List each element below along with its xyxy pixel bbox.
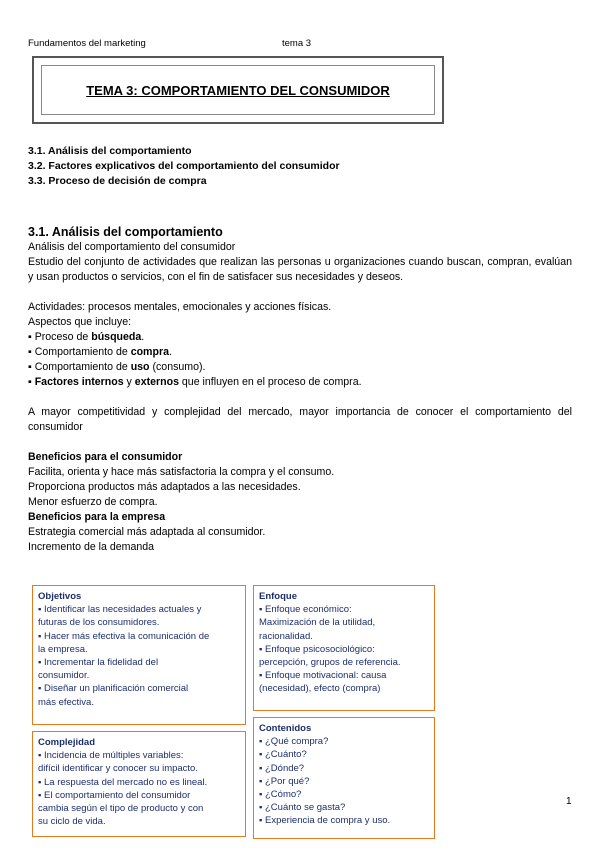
box-line: ▪ El comportamiento del consumidor bbox=[38, 789, 191, 801]
box-line: racionalidad. bbox=[259, 630, 313, 642]
box-line: la empresa. bbox=[38, 643, 88, 655]
page-title: TEMA 3: COMPORTAMIENTO DEL CONSUMIDOR bbox=[86, 82, 390, 98]
enfoque-box bbox=[253, 585, 435, 711]
box-line: futuras de los consumidores. bbox=[38, 617, 160, 629]
box-line: difícil identificar y conocer su impacto. bbox=[38, 763, 198, 775]
table-of-contents bbox=[28, 144, 340, 189]
box-line: ▪ Identificar las necesidades actuales y bbox=[38, 604, 202, 616]
box-line: ▪ ¿Qué compra? bbox=[259, 736, 329, 748]
section-body bbox=[28, 225, 572, 555]
box-line: (necesidad), efecto (compra) bbox=[259, 683, 381, 695]
box-line: ▪ Incrementar la fidelidad del bbox=[38, 657, 159, 669]
box-line: su ciclo de vida. bbox=[38, 816, 106, 828]
aspect-item: ▪ Comportamiento de uso (consumo). bbox=[28, 361, 206, 373]
box-line: cambia según el tipo de producto y con bbox=[38, 803, 204, 815]
benefit-line: Estrategia comercial más adaptada al consumidor. bbox=[28, 526, 266, 538]
toc-item: 3.3. Proceso de decisión de compra bbox=[28, 175, 207, 187]
box-line: ▪ Diseñar un planificación comercial bbox=[38, 683, 189, 695]
box-line: ▪ ¿Dónde? bbox=[259, 762, 305, 774]
box-line: ▪ ¿Cuánto se gasta? bbox=[259, 802, 346, 814]
box-line: ▪ Enfoque psicosociológico: bbox=[259, 643, 375, 655]
box-line: ▪ Enfoque económico: bbox=[259, 604, 352, 616]
objetivos-box bbox=[32, 585, 246, 725]
page-number: 1 bbox=[566, 796, 572, 807]
section-subheading: Análisis del comportamiento del consumidor bbox=[28, 241, 236, 253]
box-line: ▪ Hacer más efectiva la comunicación de bbox=[38, 630, 210, 642]
title-inner-frame bbox=[41, 65, 435, 115]
aspect-item: ▪ Comportamiento de compra. bbox=[28, 346, 172, 358]
box-line: percepción, grupos de referencia. bbox=[259, 657, 401, 669]
box-line: ▪ ¿Cuánto? bbox=[259, 749, 307, 761]
box-title: Objetivos bbox=[38, 591, 82, 602]
benefits-company-title: Beneficios para la empresa bbox=[28, 511, 166, 523]
box-line: ▪ ¿Por qué? bbox=[259, 775, 310, 787]
title-box bbox=[32, 56, 444, 124]
box-line: ▪ La respuesta del mercado no es lineal. bbox=[38, 776, 208, 788]
section-heading: 3.1. Análisis del comportamiento bbox=[28, 225, 223, 239]
benefit-line: Facilita, orienta y hace más satisfactoria la compra y el consumo. bbox=[28, 466, 335, 478]
box-line: ▪ Incidencia de múltiples variables: bbox=[38, 750, 184, 762]
box-title: Enfoque bbox=[259, 591, 297, 602]
complejidad-box bbox=[32, 731, 246, 837]
contenidos-box bbox=[253, 717, 435, 839]
aspect-item: ▪ Factores internos y externos que influyen en el proceso de compra. bbox=[28, 376, 362, 388]
header-topic: tema 3 bbox=[282, 38, 312, 49]
box-line: ▪ ¿Cómo? bbox=[259, 789, 302, 801]
box-line: consumidor. bbox=[38, 670, 90, 682]
benefit-line: Incremento de la demanda bbox=[28, 541, 155, 553]
toc-item: 3.1. Análisis del comportamiento bbox=[28, 145, 192, 157]
header-course: Fundamentos del marketing bbox=[28, 38, 146, 49]
definition-paragraph: Estudio del conjunto de actividades que realizan las personas u organizaciones cuando buscan, compran, evalúan y usan productos o servicios, con el fin de satisfacer sus necesidades y deseos. bbox=[28, 256, 572, 283]
box-line: ▪ Enfoque motivacional: causa bbox=[259, 670, 387, 682]
box-title: Complejidad bbox=[38, 737, 96, 748]
box-title: Contenidos bbox=[259, 723, 312, 734]
competitiveness-paragraph: A mayor competitividad y complejidad del mercado, mayor importancia de conocer el comportamiento del consumidor bbox=[28, 406, 572, 433]
benefit-line: Menor esfuerzo de compra. bbox=[28, 496, 158, 508]
benefits-consumer-title: Beneficios para el consumidor bbox=[28, 451, 183, 463]
aspects-intro: Aspectos que incluye: bbox=[28, 316, 132, 328]
benefit-line: Proporciona productos más adaptados a las necesidades. bbox=[28, 481, 301, 493]
box-line: Maximización de la utilidad, bbox=[259, 617, 376, 629]
toc-item: 3.2. Factores explicativos del comportamiento del consumidor bbox=[28, 160, 340, 172]
box-line: más efectiva. bbox=[38, 696, 94, 708]
activities-line: Actividades: procesos mentales, emocionales y acciones físicas. bbox=[28, 301, 332, 313]
box-line: ▪ Experiencia de compra y uso. bbox=[259, 815, 391, 827]
aspect-item: ▪ Proceso de búsqueda. bbox=[28, 331, 145, 343]
